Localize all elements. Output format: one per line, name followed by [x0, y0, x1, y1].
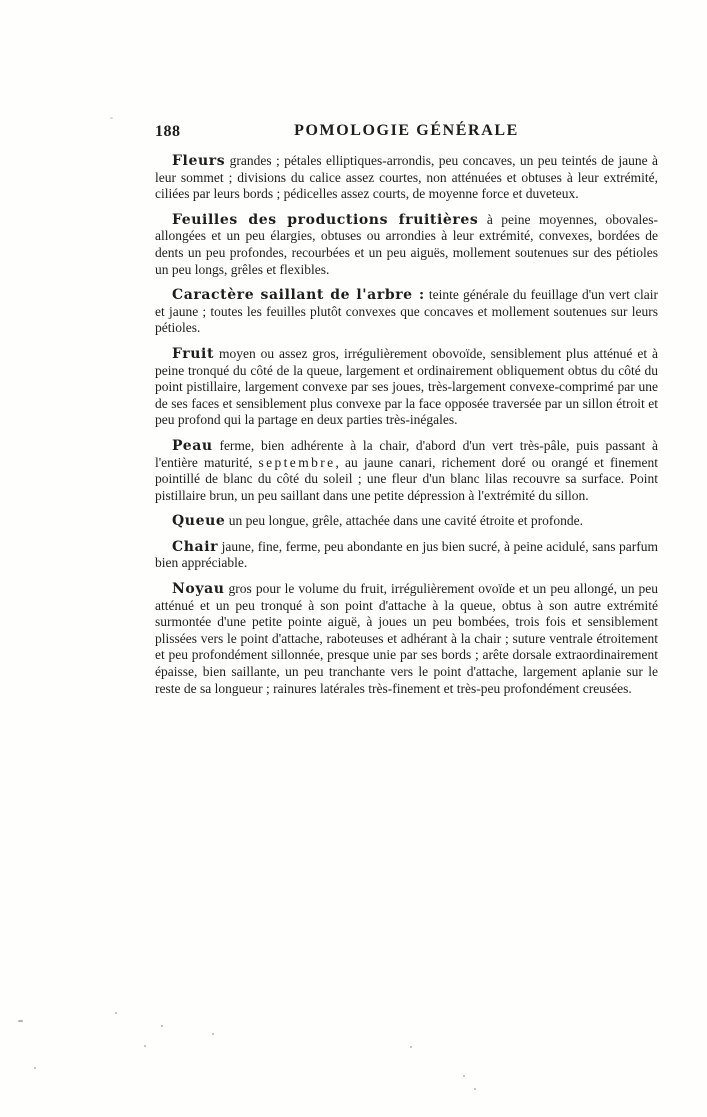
- paragraph-noyau: [155, 581, 658, 697]
- page-header: [155, 122, 658, 142]
- paragraph-lead-fleurs: Fleurs: [172, 153, 226, 169]
- paragraph-lead-chair: Chair: [172, 538, 219, 555]
- paragraph-lead-peau: Peau: [172, 437, 213, 454]
- paragraph-text-peau-after: , au jaune canari, richement doré ou orangé et finement pointillé de blanc du côté du soleil ; une fleur d'un blanc lilas recouvre sa surface. Point pistillaire brun, un peu saillant dans une petite dépression à l'extrémité du sillon.: [155, 454, 658, 503]
- paper-speck: [463, 1075, 465, 1077]
- paragraph-fruit: [155, 346, 658, 429]
- paper-speck: [34, 1067, 36, 1069]
- paragraph-feuilles: [155, 212, 658, 278]
- paragraph-text-caractere: teinte générale du feuillage d'un vert clair et jaune ; toutes les feuilles plutôt convexes que concaves et mollement soutenues sur leurs pétioles.: [155, 287, 658, 336]
- paper-speck: [110, 117, 113, 119]
- paragraph-text-queue: un peu longue, grêle, attachée dans une cavité étroite et profonde.: [225, 513, 583, 529]
- paragraph-text-feuilles: à peine moyennes, obovales-allongées et un peu élargies, obtuses ou arrondies à leur extrémité, convexes, bordées de dents un peu profondes, recourbées et un peu aiguës, mollement soutenues sur des pétioles un peu longs, grêles et flexibles.: [155, 211, 659, 277]
- paragraph-text-fleurs: grandes ; pétales elliptiques-arrondis, peu concaves, un peu teintés de jaune à leur sommet ; divisions du calice assez courtes, non atténuées et obtuses à leur extrémité, ciliées par leurs bords ; pédicelles assez courts, de moyenne force et duveteux.: [155, 153, 658, 202]
- paragraph-text-chair: jaune, fine, ferme, peu abondante en jus bien sucré, à peine acidulé, sans parfum bien appréciable.: [155, 538, 658, 571]
- paragraph-lead-queue: Queue: [172, 513, 226, 530]
- paragraph-text-peau-before: ferme, bien adhérente à la chair, d'abord d'un vert très-pâle, puis passant à l'entière maturité,: [155, 437, 658, 470]
- paper-speck: [115, 1012, 117, 1014]
- paragraph-lead-noyau: Noyau: [172, 581, 225, 598]
- paragraph-text-noyau: gros pour le volume du fruit, irrégulièrement ovoïde et un peu allongé, un peu atténué et un peu tronqué à son point d'attache à la queue, obtus à son autre extrémité surmontée d'une petite pointe aiguë, à joues un peu bombées, trois fois et sensiblement plissées vers le point d'attache, raboteuses et adhérant à la chair ; suture ventrale étroitement et peu profondément sillonnée, presque unie par ses bords ; arête dorsale extraordinairement épaisse, bien saillante, un peu tranchante vers le point d'attache, largement aplanie sur le reste de sa longueur ; rainures latérales très-finement et très-peu profondément creusées.: [155, 581, 658, 696]
- paper-speck: [144, 1045, 146, 1047]
- paper-speck: [212, 1033, 214, 1035]
- paper-speck: [474, 1088, 476, 1090]
- paper-speck: [18, 1020, 23, 1022]
- paper-speck: [161, 1025, 163, 1027]
- paragraph-lead-caractere: Caractère saillant de l'arbre :: [172, 287, 425, 304]
- paragraph-lead-fruit: Fruit: [172, 345, 215, 362]
- text-block: [155, 153, 658, 706]
- page-number: 188: [155, 123, 181, 140]
- paragraph-chair: [155, 539, 658, 572]
- maturity-month: septembre: [258, 454, 336, 470]
- running-title: POMOLOGIE GÉNÉRALE: [294, 122, 519, 139]
- paragraph-caractere: [155, 287, 658, 337]
- paragraph-fleurs: [155, 153, 658, 203]
- paper-speck: [410, 1046, 412, 1048]
- paragraph-text-fruit: moyen ou assez gros, irrégulièrement obovoïde, sensiblement plus atténué et à peine tronqué du côté de la queue, largement et ordinairement obliquement obtus du côté du point pistillaire, largement convexe par ses joues, très-largement convexe-comprimé par une de ses faces et sensiblement plus convexe par la face opposée traversée par un sillon étroit et peu profond qui la partage en deux parties très-inégales.: [155, 345, 658, 428]
- paragraph-queue: [155, 513, 658, 530]
- paragraph-peau: [155, 438, 658, 504]
- paragraph-lead-feuilles: Feuilles des productions fruitières: [172, 211, 479, 228]
